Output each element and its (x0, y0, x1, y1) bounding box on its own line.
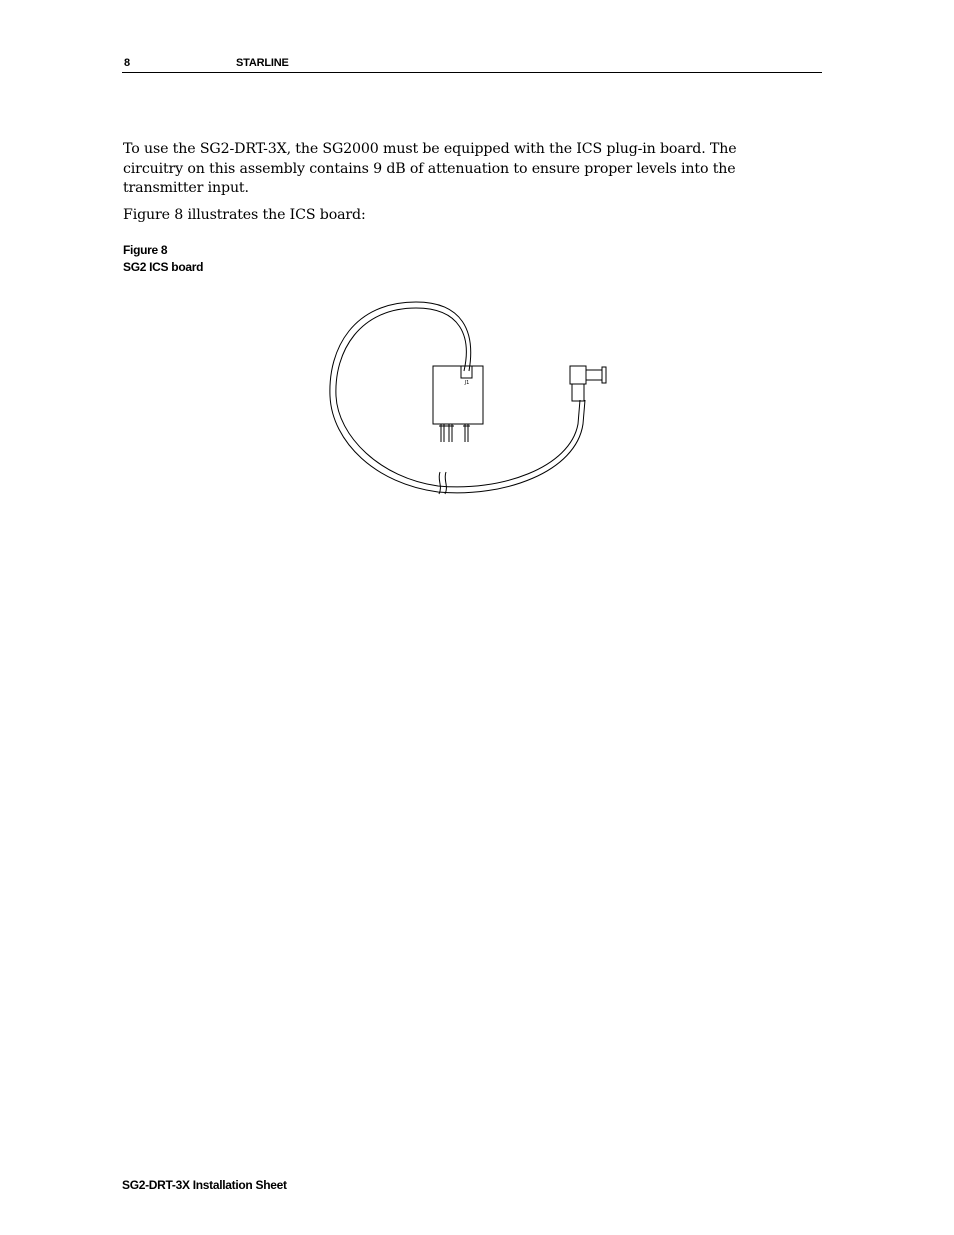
figure-number: Figure 8 (123, 243, 168, 257)
body-paragraph-figure-ref: Figure 8 illustrates the ICS board: (123, 207, 366, 223)
page-footer: SG2-DRT-3X Installation Sheet (122, 1178, 287, 1192)
cable-outer (336, 308, 580, 487)
connector-ferrule (572, 384, 584, 401)
j1-connector (461, 366, 472, 378)
board-pins (439, 424, 470, 442)
j1-label: J1 (464, 380, 470, 386)
connector-barrel (586, 370, 602, 380)
body-paragraph-intro: To use the SG2-DRT-3X, the SG2000 must be equipped with the ICS plug-in board. The circuitry on this assembly contains 9 dB of attenuation to ensure proper levels into the transmitter input. (123, 141, 737, 196)
header-title: STARLINE (236, 57, 289, 69)
ics-board (433, 366, 483, 424)
cable-break-mark-2 (445, 472, 446, 494)
figure-caption (123, 242, 203, 276)
connector-tip (602, 367, 606, 383)
right-angle-connector (570, 366, 586, 384)
page-header (122, 56, 822, 73)
page-number: 8 (124, 57, 130, 69)
figure-title: SG2 ICS board (123, 260, 204, 274)
cable-break-mark (439, 472, 440, 494)
ics-board-diagram (320, 296, 620, 496)
